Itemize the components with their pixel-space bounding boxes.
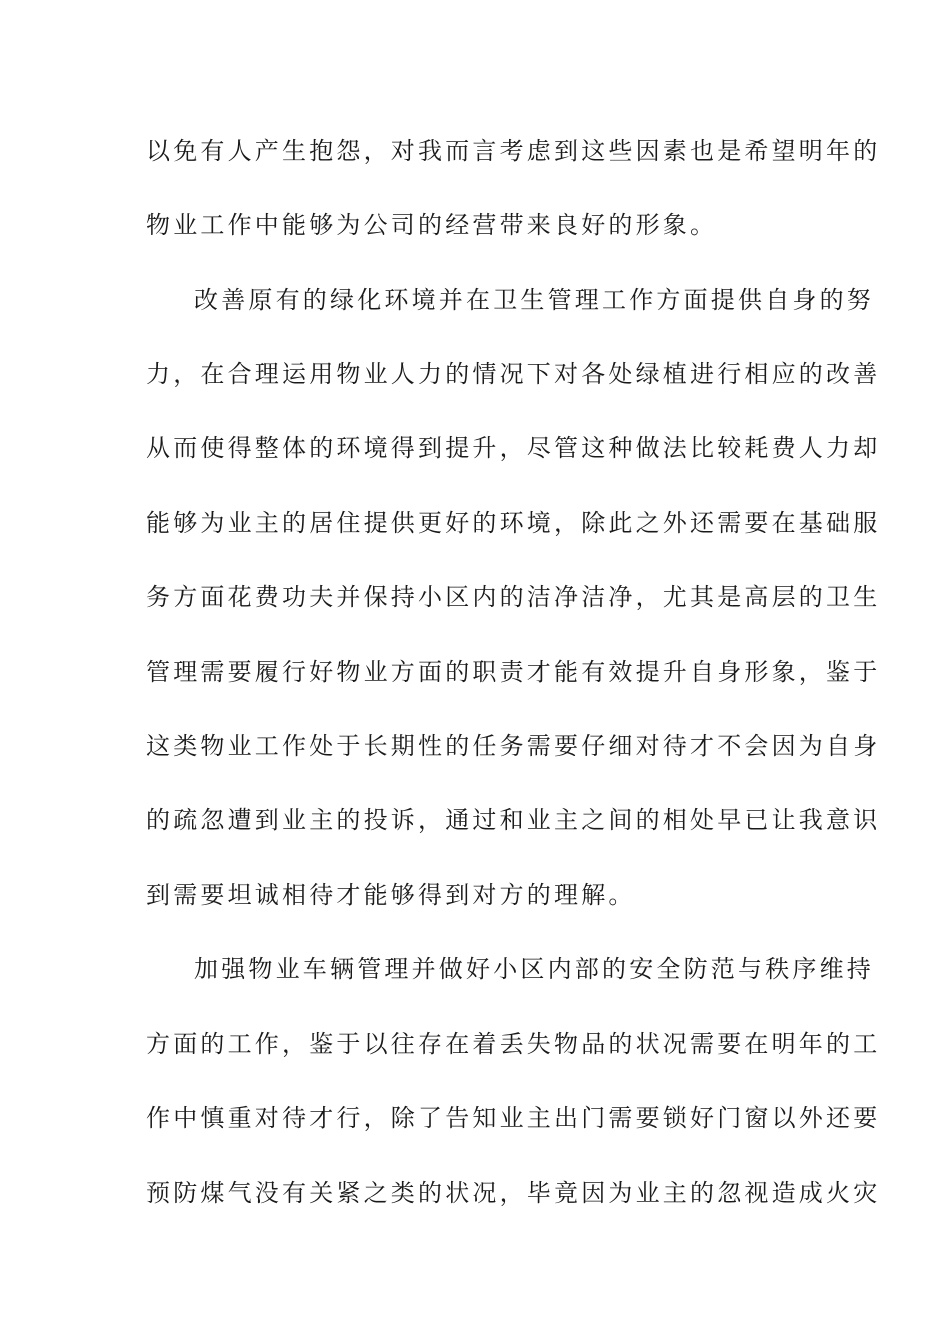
text-line: 物业工作中能够为公司的经营带来良好的形象。 [146,211,718,239]
text-line: 力，在合理运用物业人力的情况下对各处绿植进行相应的改善 [146,360,881,388]
text-line: 以免有人产生抱怨，对我而言考虑到这些因素也是希望明年的 [146,137,881,165]
text-line: 的疏忽遭到业主的投诉，通过和业主之间的相处早已让我意识 [146,806,881,834]
text-line: 预防煤气没有关紧之类的状况，毕竟因为业主的忽视造成火灾 [146,1179,881,1207]
text-line: 作中慎重对待才行，除了告知业主出门需要锁好门窗以外还要 [146,1104,881,1132]
text-line: 从而使得整体的环境得到提升，尽管这种做法比较耗费人力却 [146,434,881,462]
paragraph-first-line: 改善原有的绿化环境并在卫生管理工作方面提供自身的努 [194,286,874,314]
text-line: 到需要坦诚相待才能够得到对方的理解。 [146,881,636,909]
text-line: 这类物业工作处于长期性的任务需要仔细对待才不会因为自身 [146,732,881,760]
text-line: 能够为业主的居住提供更好的环境，除此之外还需要在基础服 [146,509,881,537]
text-line: 方面的工作，鉴于以往存在着丢失物品的状况需要在明年的工 [146,1030,881,1058]
paragraph-first-line: 加强物业车辆管理并做好小区内部的安全防范与秩序维持 [194,955,874,983]
text-line: 务方面花费功夫并保持小区内的洁净洁净，尤其是高层的卫生 [146,583,881,611]
text-line: 管理需要履行好物业方面的职责才能有效提升自身形象，鉴于 [146,658,881,686]
